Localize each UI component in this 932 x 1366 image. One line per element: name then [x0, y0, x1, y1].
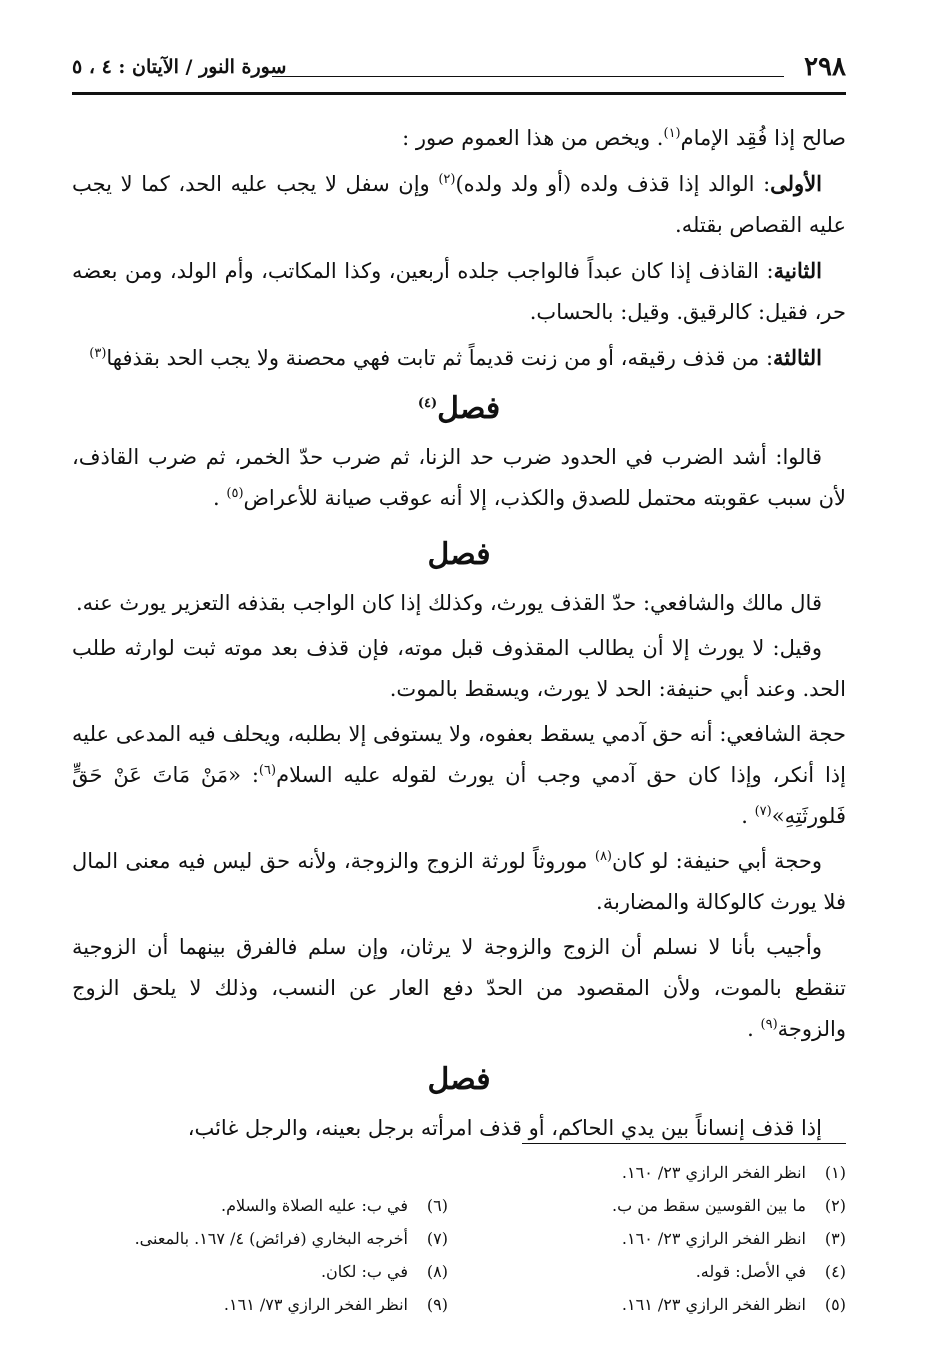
- footnote-ref-7[interactable]: (٧): [754, 804, 772, 819]
- footnote-9: (٩)انظر الفخر الرازي ٧٣/ ١٦١.: [223, 1295, 448, 1314]
- footnote-ref-5[interactable]: (٥): [226, 486, 244, 501]
- paragraph-response: وأجيب بأنا لا نسلم أن الزوج والزوجة لا يرثان، وإن سلم فالفرق بينهما أن الزوجية تنقطع بالموت، ولأن المقصود من الحدّ دفع العار عن النسب، وذلك لا يلحق الزوج والزوجة$^{(٩)}$ .: [72, 935, 846, 1041]
- footnote-ref-8[interactable]: (٨): [594, 849, 612, 864]
- footnote-1: (١)انظر الفخر الرازي ٢٣/ ١٦٠.: [621, 1163, 846, 1182]
- footnotes-right-column: [516, 1156, 846, 1321]
- paragraph-second-case: الثانية: القاذف إذا كان عبداً فالواجب جلده أربعين، وكذا المكاتب، وأم الولد، ومن بعضه حر، فقيل: كالرقيق. وقيل: بالحساب.: [72, 258, 846, 324]
- running-title: سورة النور / الآيتان : ٤ ، ٥: [72, 56, 287, 78]
- section-heading-2: فصل: [427, 537, 491, 572]
- paragraph-third-case: الثالثة: من قذف رقيقه، أو من زنت قديماً ثم تابت فهي محصنة ولا يجب الحد بقذفها$^{(٣)}$: [89, 345, 822, 370]
- footnote-separator: [522, 1143, 846, 1144]
- footnote-ref-3[interactable]: (٣): [89, 346, 107, 361]
- footnote-ref-1[interactable]: (١): [663, 126, 681, 141]
- footnote-2: (٢)ما بين القوسين سقط من ب.: [611, 1196, 846, 1215]
- paragraph-abu-hanifa-argument: وحجة أبي حنيفة: لو كان$^{(٨)}$ موروثاً لورثة الزوج والزوجة، ولأنه حق ليس فيه معنى المال فلا يورث كالوكالة والمضاربة.: [72, 849, 846, 914]
- footnote-7: (٧)أخرجه البخاري (فرائض) ٤/ ١٦٧. بالمعنى.: [134, 1229, 448, 1248]
- footnote-ref-2[interactable]: (٢): [438, 172, 456, 187]
- header-divider: [72, 92, 846, 95]
- case-label-second: الثانية: [773, 258, 822, 283]
- case-label-first: الأولى: [770, 171, 823, 196]
- footnote-3: (٣)انظر الفخر الرازي ٢٣/ ١٦٠.: [621, 1229, 846, 1248]
- page-body: [72, 118, 846, 1153]
- footnote-4: (٤)في الأصل: قوله.: [695, 1262, 846, 1281]
- paragraph-malik-shafii: قال مالك والشافعي: حدّ القذف يورث، وكذلك إذا كان الواجب بقذفه التعزير يورث عنه.: [75, 591, 822, 615]
- paragraph-1: صالح إذا فُقِد الإمام$^{(١)}$. ويخص من هذا العموم صور :: [402, 126, 846, 150]
- footnote-ref-6[interactable]: (٦): [258, 763, 277, 778]
- paragraph-accusation-before-judge: إذا قذف إنساناً بين يدي الحاكم، أو قذف امرأته برجل بعينه، والرجل غائب،: [187, 1116, 822, 1140]
- paragraph-first-case: الأولى: الوالد إذا قذف ولده (أو ولد ولده)$^{(٢)}$ وإن سفل لا يجب عليه الحد، كما لا يجب عليه القصاص بقتله.: [72, 171, 846, 237]
- footnotes-left-column: [118, 1189, 448, 1321]
- section-heading-1: فصل$^{(٤)}$: [417, 391, 501, 426]
- header-title-rule: [272, 76, 784, 77]
- case-label-third: الثالثة: [773, 345, 822, 370]
- paragraph-punishment-severity: قالوا: أشد الضرب في الحدود ضرب حد الزنا، ثم ضرب حدّ الخمر، ثم ضرب القاذف، لأن سبب عقوبته محتمل للصدق والكذب، إلا أنه عوقب صيانة للأعراض$^{(٥)}$ .: [72, 445, 846, 510]
- paragraph-shafii-argument: حجة الشافعي: أنه حق آدمي يسقط بعفوه، ولا يستوفى إلا بطلبه، ويحلف فيه المدعى عليه إذا أنكر، وإذا كان حق آدمي وجب أن يورث لقوله عليه السلام$^{(٦)}$: «مَنْ مَاتَ عَنْ حَقٍّ فَلورثَتِهِ»$^{(٧)}$ .: [72, 722, 846, 828]
- section-heading-3: فصل: [427, 1062, 491, 1097]
- footnote-ref-9[interactable]: (٩): [760, 1017, 778, 1032]
- page-number: ٢٩٨: [804, 52, 846, 82]
- footnote-6: (٦)في ب: عليه الصلاة والسلام.: [220, 1196, 448, 1215]
- paragraph-alternate-view: وقيل: لا يورث إلا أن يطالب المقذوف قبل موته، فإن قذف بعد موته ثبت لوارثه طلب الحد. وعند أبي حنيفة: الحد لا يورث، ويسقط بالموت.: [72, 636, 846, 701]
- footnote-ref-4[interactable]: (٤): [417, 396, 438, 411]
- page-header: [72, 52, 846, 92]
- footnote-5: (٥)انظر الفخر الرازي ٢٣/ ١٦١.: [621, 1295, 846, 1314]
- footnote-8: (٨)في ب: لكان.: [320, 1262, 448, 1281]
